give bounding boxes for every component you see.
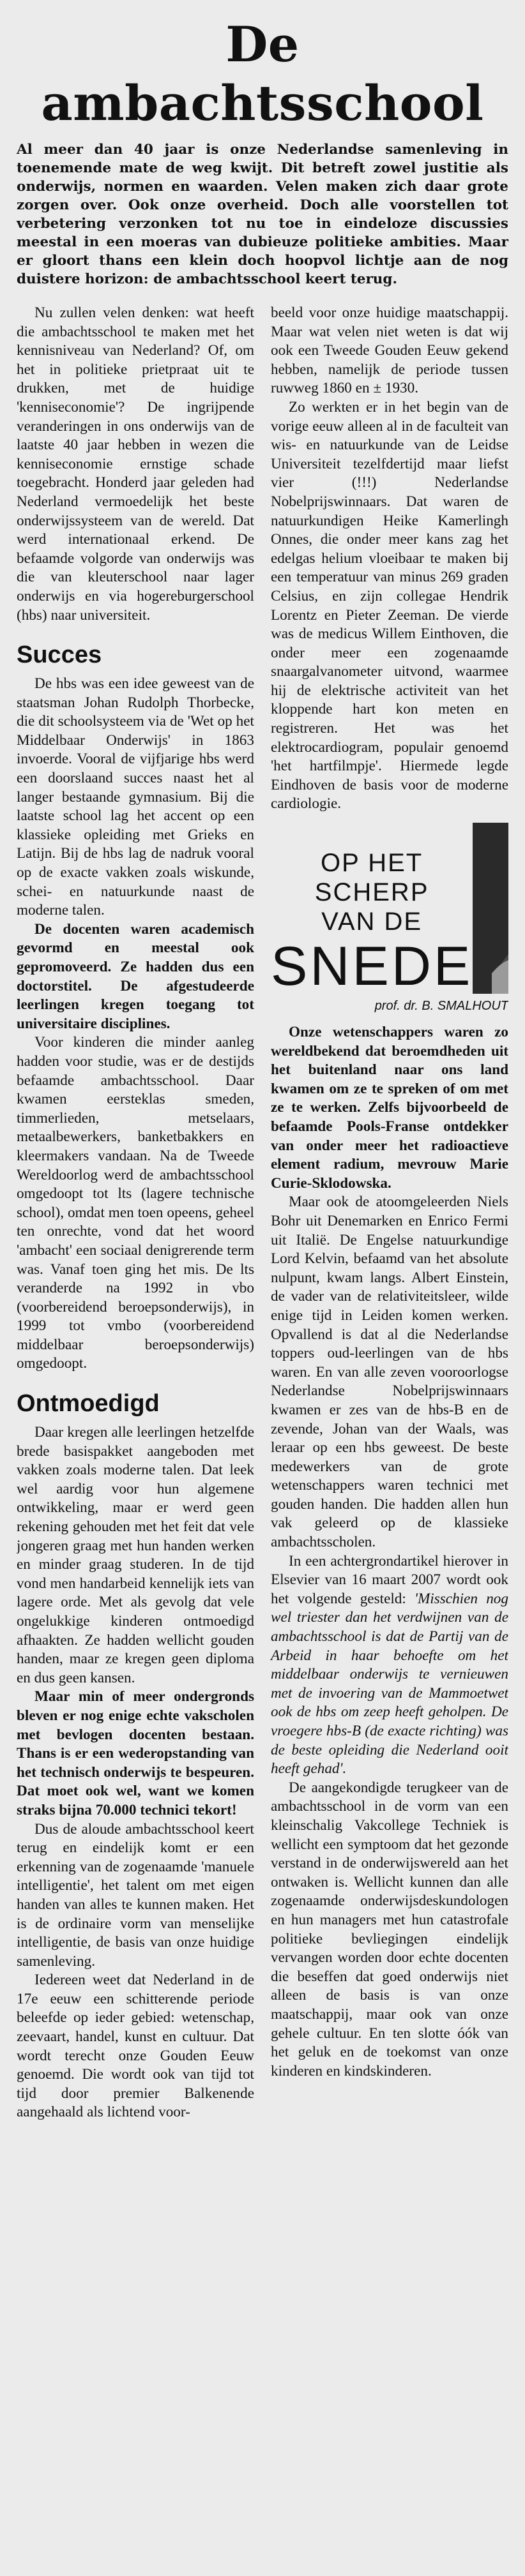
left-column <box>17 304 254 2122</box>
columnist-byline: prof. dr. B. SMALHOUT <box>374 999 508 1014</box>
paragraph-bold: De docenten waren academisch gevormd en meestal ook gepromoveerd. Ze hadden dus een doctorstitel. De afgestudeerde leerlingen kregen toegang tot universitaire disciplines. <box>17 920 254 1032</box>
portrait-photo-icon <box>473 823 508 994</box>
paragraph: Dus de aloude ambachtsschool keert terug en eindelijk komt er een erkenning van de zogenaamde 'manuele intelligentie', het talent om met eigen handen van alles te kunnen maken. Het is de ordinaire vorm van menselijke intelligentie, de basis van onze huidige samenleving. <box>17 1820 254 1970</box>
columnist-box <box>271 823 508 1014</box>
column-title-big: SNEDE <box>271 936 473 998</box>
paragraph: De aangekondigde terugkeer van de ambachtsschool in de vorm van een kleinschalig Vakcollege Techniek is wellicht een symptoom dat het gezonde verstand in de onderwijswereld aan het ontwaken is. Wellicht kunnen dan alle zogenaamde onderwijsdeskundologen en hun managers met hun catastrofale politieke bevliegingen eindelijk vervangen worden door echte docenten die beseffen dat goed onderwijs niet alleen de basis is van onze maatschappij, maar ook van onze gehele cultuur. En ten slotte óók van het geluk en de toekomst van onze kinderen en kindskinderen. <box>271 1779 508 2079</box>
column-title-line: OP HET <box>321 849 423 878</box>
page-title: De ambachtsschool <box>41 16 484 131</box>
paragraph: Daar kregen alle leerlingen hetzelfde brede basispakket aangeboden met vakken zoals moderne talen. Dat leek wel aardig voor hun algemene ontwikkeling, maar er werd geen rekening gehouden met het feit dat vele jongeren graag met hun handen werken en minder graag studeren. In de tijd vond men handarbeid kennelijk iets van lagere orde. Met als gevolg dat vele ongelukkige kinderen ontmoedigd afhaakten. Ze hadden wellicht gouden handen, maar ze kregen geen diploma en dus geen kansen. <box>17 1424 254 1686</box>
right-column <box>271 304 508 2081</box>
quote-intro: In een achtergrondartikel hierover in Elsevier van 16 maart 2007 wordt ook het volgende gesteld: <box>271 1552 508 1607</box>
columnist-header <box>271 823 508 998</box>
paragraph: Maar ook de atoomgeleerden Niels Bohr uit Denemarken en Enrico Fermi uit Italië. De Engelse natuurkundige Lord Kelvin, befaamd van het absolute nulpunt, kwam langs. Albert Einstein, de vader van de relativiteitsleer, wilde enige tijd in Leiden komen werken. Opvallend is dat al die Nederlandse toppers oud-leerlingen van de hbs waren. En van alle zeven vooroorlogse Nederlandse Nobelprijswinnaars kwamen er zes van de hbs-B en de zevende, Johan van der Waals, was leraar op een hbs geweest. De beste medewerkers van de grote wetenschappers waren technici met gouden handen. Die hadden allen hun vak geleerd op de klassieke ambachtsscholen. <box>271 1194 508 1551</box>
column-title-line: VAN DE <box>321 908 423 936</box>
paragraph <box>271 1552 508 1779</box>
section-heading-ontmoedigd: Ontmoedigd <box>17 1390 160 1418</box>
paragraph: De hbs was een idee geweest van de staatsman Johan Rudolph Thorbecke, die dit schoolsysteem via de 'Wet op het Middelbaar Onderwijs' in 1863 invoerde. Vooral de vijfjarige hbs werd een doorslaand succes naast het al langer bestaande gymnasium. Bij die laatste school lag het accent op een klassieke opleiding met Grieks en Latijn. Bij de hbs lag de nadruk vooral op de exacte vakken zoals wiskunde, schei- en natuurkunde naast de moderne talen. <box>17 675 254 919</box>
article-lead: Al meer dan 40 jaar is onze Nederlandse samenleving in toenemende mate de weg kwijt. Dit betreft zowel justitie als onderwijs, normen en waarden. Velen maken zich daar grote zorgen over. Ook onze overheid. Doch alle voorstellen tot verbetering verzonken tot nu toe in eindeloze discussies meestal in een moeras van dubieuze politieke ambities. Maar er gloort thans een klein doch hoopvol lichtje aan de nog duistere horizon: de ambachtsschool keert terug. <box>17 142 508 287</box>
paragraph: Zo werkten er in het begin van de vorige eeuw alleen al in de faculteit van wis- en natuurkunde van de Leidse Universiteit tezelfdertijd maar liefst vier (!!!) Nederlandse Nobelprijswinnaars. Dat waren de natuurkundigen Heike Kamerlingh Onnes, die onder meer kans zag het edelgas helium vloeibaar te maken bij een temperatuur van minus 269 graden Celsius, en zijn collegae Hendrik Lorentz en Pieter Zeeman. De vierde was de medicus Willem Einthoven, die onder meer een zogenaamde snaargalvanometer uitvond, waarmee hij de elektrische activiteit van het kloppende hart kon meten en registreren. Het was het elektrocardiogram, populair genoemd 'het hartfilmpje'. Hiermede legde Eindhoven de basis voor de moderne cardiologie. <box>271 398 508 812</box>
quote: 'Misschien nog wel triester dan het verdwijnen van de ambachtsschool is dat de Partij van de Arbeid in haar behoefte om het middelbaar onderwijs te vernieuwen met de invoering van de Mammoetwet ook de hbs om zeep heeft geholpen. De vroegere hbs-B (de exacte richting) was de beste opleiding die Nederland ooit heeft gehad'. <box>271 1590 508 1778</box>
paragraph-bold: Maar min of meer ondergronds bleven er nog enige echte vakscholen met bevlogen docenten bestaan. Thans is er een wederopstanding van het technisch onderwijs te bespeuren. Dat moet ook wel, want we komen straks bijna 70.000 technici tekort! <box>17 1688 254 1818</box>
column-title <box>271 848 473 998</box>
article-body <box>17 304 508 2576</box>
paragraph: Iedereen weet dat Nederland in de 17e eeuw een schitterende periode beleefde op ieder gebied: wetenschap, zeevaart, handel, kunst en cultuur. Dat wordt terecht onze Gouden Eeuw genoemd. Die wordt ook van tijd tot tijd door premier Balkenende aangehaald als lichtend voor- <box>17 1972 254 2121</box>
paragraph: Nu zullen velen denken: wat heeft die ambachtsschool te maken met het kennisniveau van Nederland? Of, om het in politieke prietpraat uit te drukken, met de huidige 'kenniseconomie'? De ingrijpende veranderingen in ons onderwijs van de laatste 40 jaar hebben in wezen die kenniseconomie ernstige schade toegebracht. Honderd jaar geleden had Nederland vermoedelijk het beste onderwijssysteem van de wereld. Dat werd internationaal erkend. De befaamde volgorde van onderwijs was die van kleuterschool naar lager onderwijs en via hogereburgerschool (hbs) naar universiteit. <box>17 304 254 624</box>
column-title-line: SCHERP <box>314 878 429 907</box>
paragraph: Voor kinderen die minder aanleg hadden voor studie, was er de destijds befaamde ambachtsschool. Daar kwamen eersteklas smeden, timmerlieden, metselaars, metaalbewerkers, banketbakkers en kleermakers vandaan. Na de Tweede Wereldoorlog werd de ambachtsschool omgedoopt tot lts (lagere technische school), omdat men toen opeens, geheel ten onrechte, vond dat het woord 'ambacht' een sociaal denigrerende term was. Vanaf toen ging het mis. De lts veranderde na 1992 in vbo (voorbereidend beroepsonderwijs), in 1999 tot vmbo (voorbereidend middelbaar beroepsonderwijs) omgedoopt. <box>17 1034 254 1372</box>
paragraph: beeld voor onze huidige maatschappij. Maar wat velen niet weten is dat wij ook een Tweede Gouden Eeuw gekend hebben, namelijk de periode tussen ruwweg 1860 en ± 1930. <box>271 304 508 397</box>
section-heading-succes: Succes <box>17 641 102 669</box>
paragraph-bold: Onze wetenschappers waren zo wereldbekend dat beroemdheden uit het buitenland naar ons land kwamen om ze te spreken of om met ze te werken. Zelfs bijvoorbeeld de befaamde Pools-Franse ontdekker van onder meer het radioactieve element radium, mevrouw Marie Curie-Sklodowska. <box>271 1024 508 1192</box>
